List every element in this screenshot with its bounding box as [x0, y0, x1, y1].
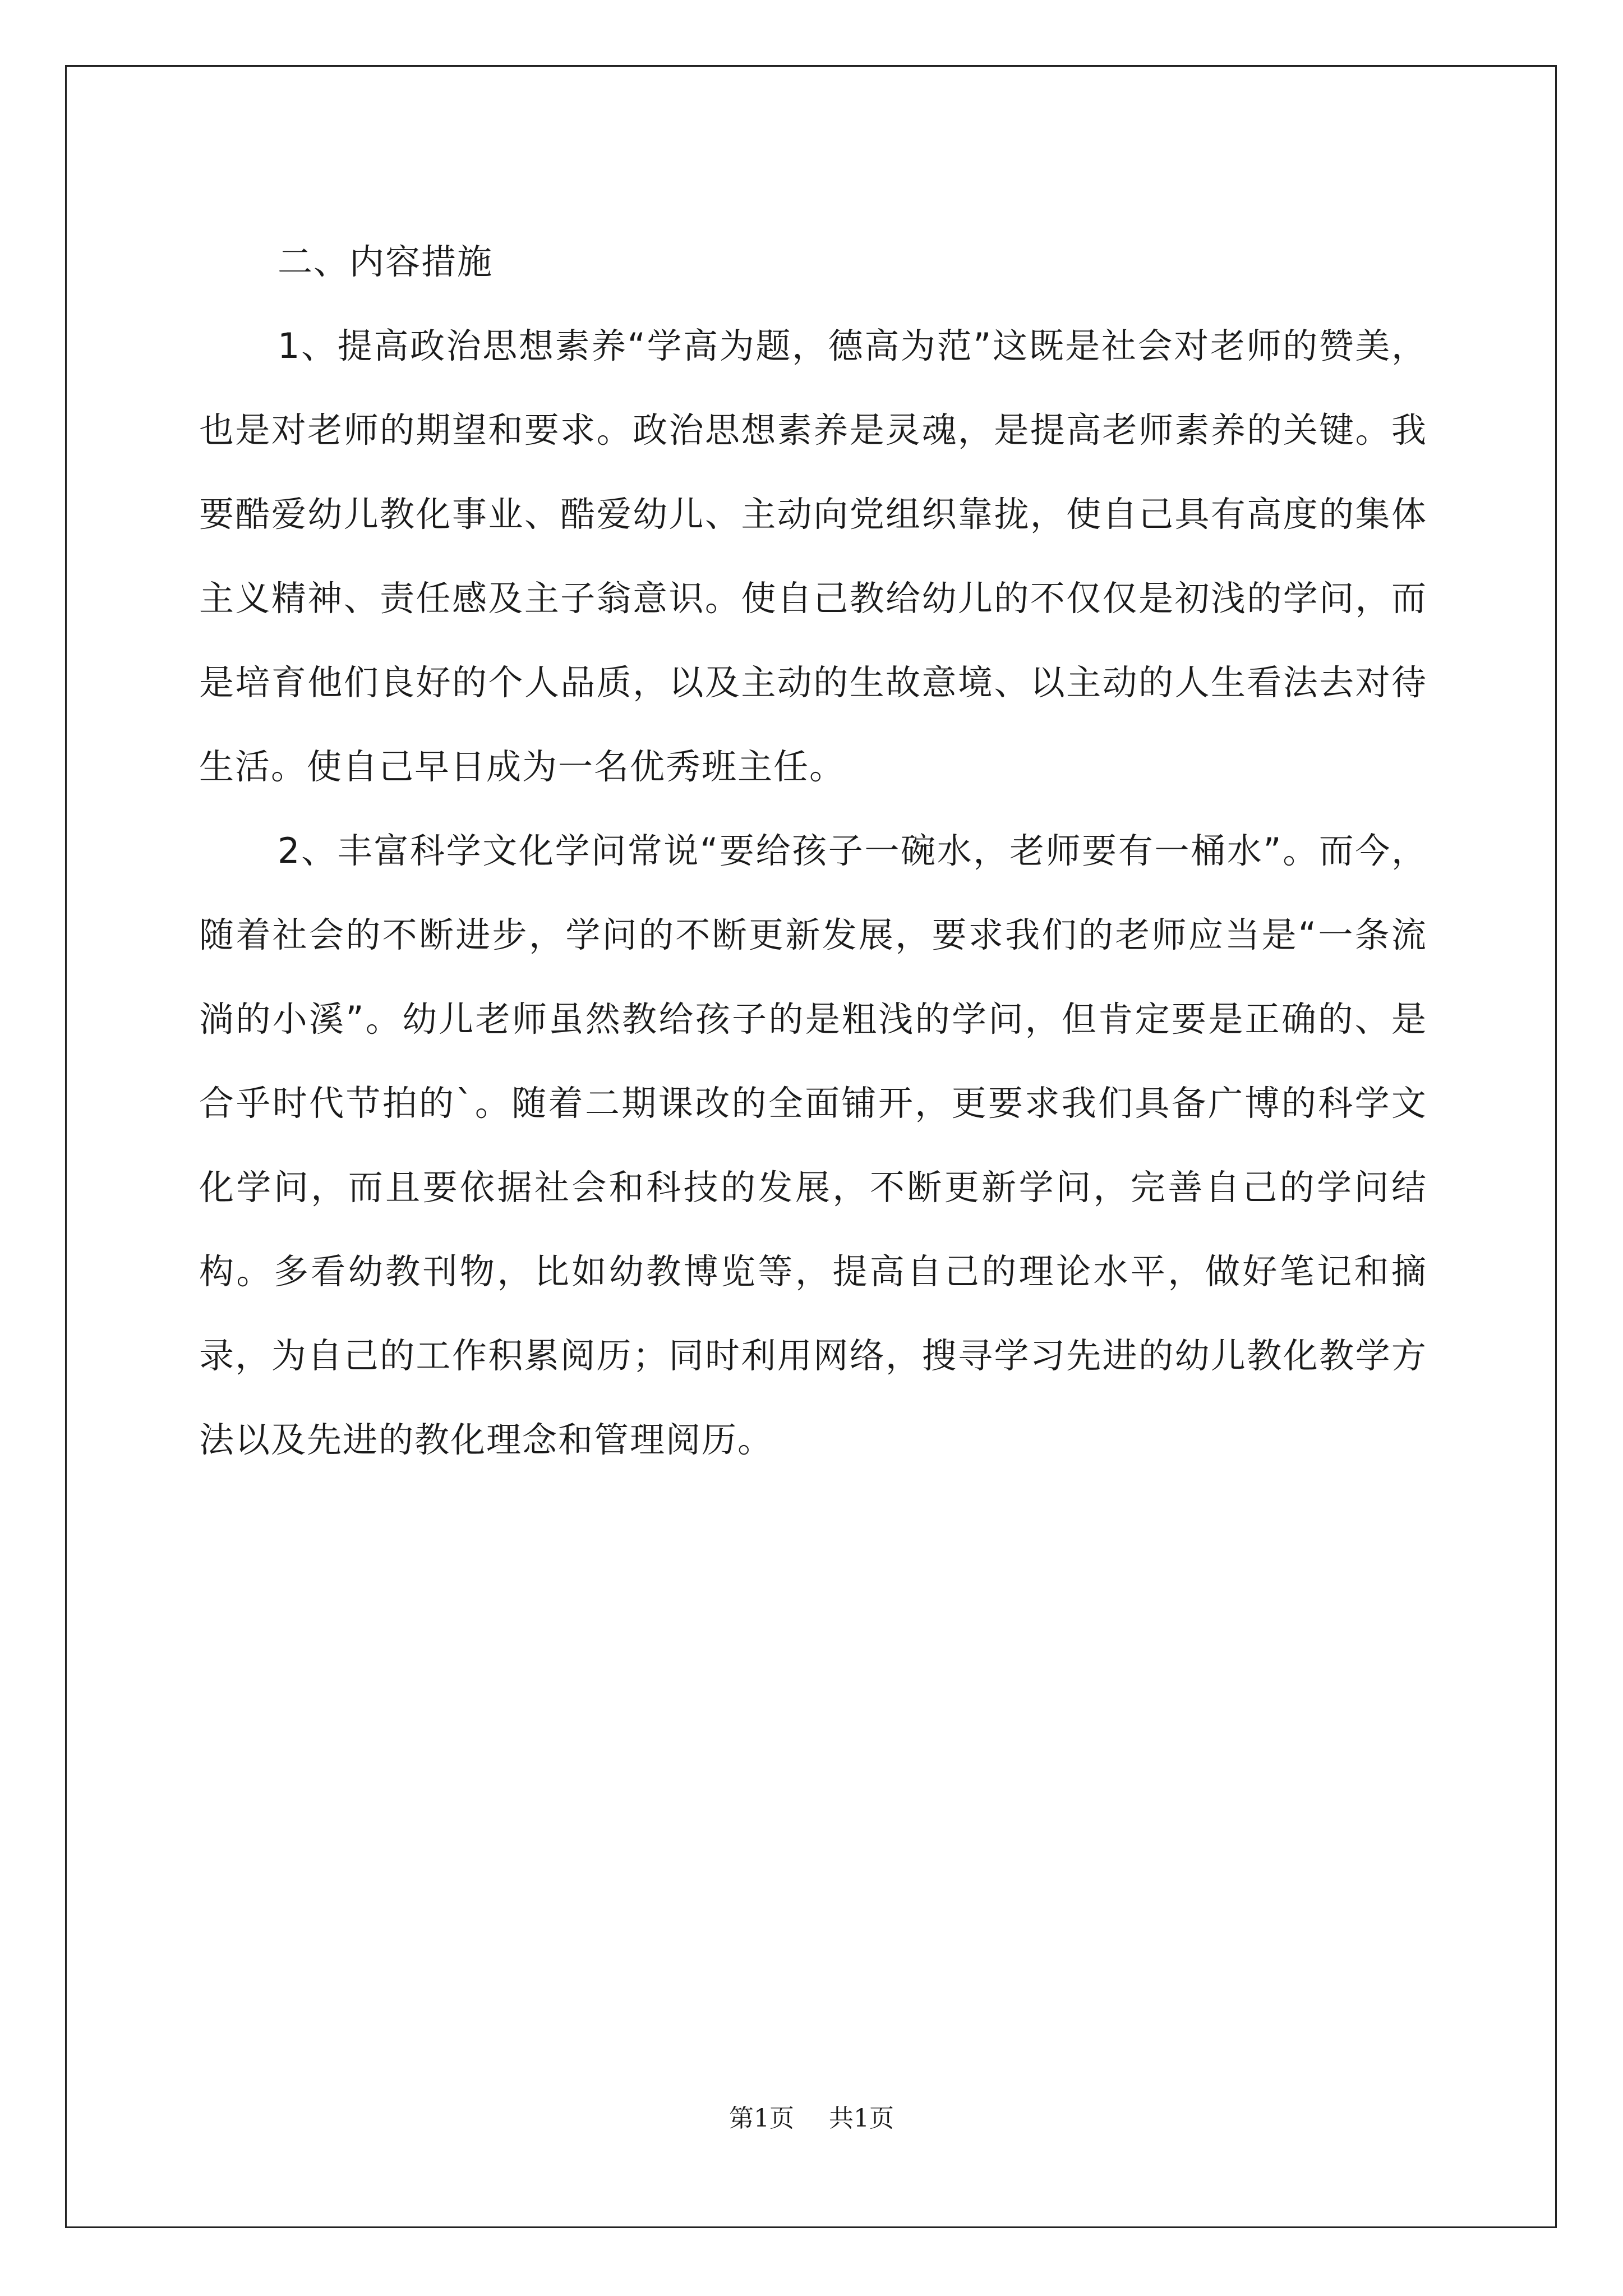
paragraph-1: 1、提高政治思想素养“学高为题，德高为范”这既是社会对老师的赞美，也是对老师的期望和要求。政治思想素养是灵魂，是提高老师素养的关键。我要酷爱幼儿教化事业、酷爱幼儿、主动向党组织靠拢，使自己具有高度的集体主义精神、责任感及主子翁意识。使自己教给幼儿的不仅仅是初浅的学问，而是培育他们良好的个人品质，以及主动的生故意境、以主动的人生看法去对待生活。使自己早日成为一名优秀班主任。: [199, 325, 1427, 787]
page-number-current: 第1页: [729, 2104, 794, 2133]
page-footer: [0, 2098, 1623, 2134]
paragraph-2: 2、丰富科学文化学问常说“要给孩子一碗水，老师要有一桶水”。而今，随着社会的不断进步，学问的不断更新发展，要求我们的老师应当是“一条流淌的小溪”。幼儿老师虽然教给孩子的是粗浅的学问，但肯定要是正确的、是合乎时代节拍的`。随着二期课改的全面铺开，更要求我们具备广博的科学文化学问，而且要依据社会和科技的发展，不断更新学问，完善自己的学问结构。多看幼教刊物，比如幼教博览等，提高自己的理论水平，做好笔记和摘录，为自己的工作积累阅历；同时利用网络，搜寻学习先进的幼儿教化教学方法以及先进的教化理念和管理阅历。: [199, 830, 1427, 1460]
section-heading: 二、内容措施: [278, 241, 494, 282]
page-number-total: 共1页: [829, 2104, 894, 2133]
document-body: [199, 220, 1427, 1482]
